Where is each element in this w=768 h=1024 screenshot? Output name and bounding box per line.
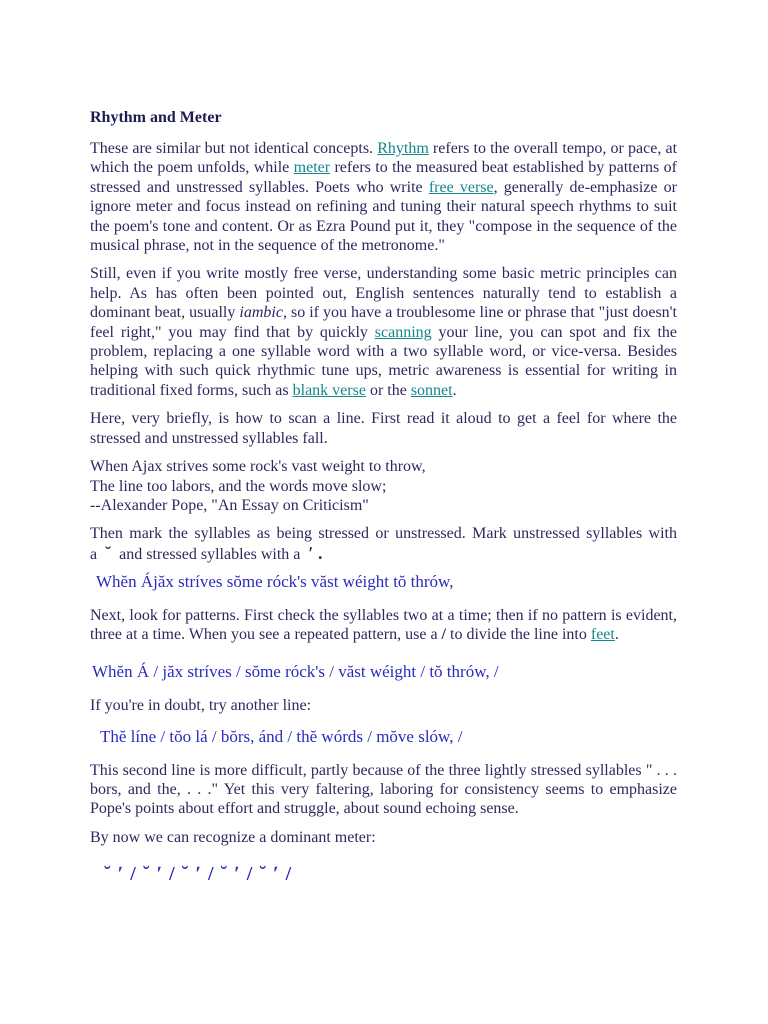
text-span: to divide the line into — [446, 625, 591, 643]
emphasis-iambic: iambic — [239, 304, 283, 322]
paragraph-how-to-scan: Here, very briefly, is how to scan a line. First read it aloud to get a feel for where the stressed and unstressed syllables fall. — [90, 410, 677, 447]
quote-line-2: The line too labors, and the words move slow; — [90, 477, 387, 495]
paragraph-another-line: If you're in doubt, try another line: — [90, 696, 312, 714]
paragraph-metric-principles — [90, 264, 677, 400]
text-span: Next, look for patterns. First check the syllables two at a time; then if no pattern is evident, three at a time. When you see a repeated pattern, use a — [90, 606, 677, 643]
paragraph-intro — [90, 139, 677, 255]
stressed-mark: ʹ . — [308, 542, 323, 563]
text-span: refers to the measured beat established by patterns of stressed and unstressed syllables. Poets who write — [90, 159, 677, 196]
text-span: . — [452, 381, 457, 399]
link-feet[interactable]: feet — [590, 625, 615, 643]
text-span: , so if you have a troublesome line or phrase that "just doesn't feel right," you may find that by quickly — [90, 304, 677, 341]
meter-pattern: ˘ ʹ / ˘ ʹ / ˘ ʹ / ˘ ʹ / ˘ ʹ / — [104, 863, 293, 886]
paragraph-second-line-analysis: This second line is more difficult, partly because of the three lightly stressed syllables " . . . bors, and the, . . ." Yet this very faltering, laboring for consistency seems to emphasize Pope's points about effort and struggle, about sound echoing sense. — [90, 761, 677, 818]
paragraph-mark-syllables — [90, 524, 677, 564]
scanned-line-second: Thĕ líne / tŏo lá / bŏrs, ánd / thĕ wórds / mŏve slów, / — [100, 727, 463, 747]
paragraph-dominant-meter: By now we can recognize a dominant meter: — [90, 828, 376, 846]
link-rhythm[interactable]: Rhythm — [377, 140, 429, 157]
text-span: refers to the overall tempo, or pace, at which the poem unfolds, while — [90, 140, 678, 177]
link-blank-verse[interactable]: blank verse — [292, 381, 366, 399]
text-span: These are similar but not identical concepts. — [90, 140, 378, 157]
scanned-line-marked: Whĕn Ájăx strívеs sŏme róck's văst wéight tŏ thrów, — [96, 572, 454, 592]
text-span: , generally de-emphasize or ignore meter and focus instead on refining and tuning their natural speech rhythms to suit the poem's tone and content. Or as Ezra Pound put it, they "compose in the sequence of the musical phrase, not in the sequence of the metronome." — [90, 178, 677, 255]
text-span: or the — [365, 381, 411, 399]
poem-quote — [90, 457, 677, 515]
text-span: Still, even if you write mostly free verse, understanding some basic metric principles can help. As has often been pointed out, English sentences naturally tend to establish a dominant beat, usually — [90, 265, 677, 322]
quote-line-1: When Ajax strives some rock's vast weight to throw, — [90, 458, 426, 476]
link-scanning[interactable]: scanning — [374, 323, 432, 341]
page-title: Rhythm and Meter — [90, 109, 222, 126]
quote-attribution: --Alexander Pope, "An Essay on Criticism" — [90, 496, 369, 514]
text-span: Then mark the syllables as being stressed or unstressed. Mark unstressed syllables with a — [90, 525, 677, 563]
link-free-verse[interactable]: free verse — [428, 178, 494, 196]
paragraph-patterns — [90, 606, 677, 645]
text-span: . — [614, 625, 619, 643]
slash-symbol: / — [441, 625, 446, 643]
scanned-line-feet: Whĕn Á / jăx strívеs / sŏme róck's / văst wéight / tŏ thrów, / — [92, 662, 499, 682]
text-span: your line, you can spot and fix the problem, replacing a one syllable word with a two syllable word, or vice-versa. Besides helping with such quick rhythmic tune ups, metric awareness is essential for writing in traditional fixed forms, such as — [90, 323, 677, 399]
link-meter[interactable]: meter — [293, 159, 331, 177]
text-span: and stressed syllables with a — [119, 545, 301, 563]
unstressed-mark: ˘ — [105, 542, 112, 563]
document-page — [90, 108, 677, 885]
link-sonnet[interactable]: sonnet — [410, 381, 453, 399]
